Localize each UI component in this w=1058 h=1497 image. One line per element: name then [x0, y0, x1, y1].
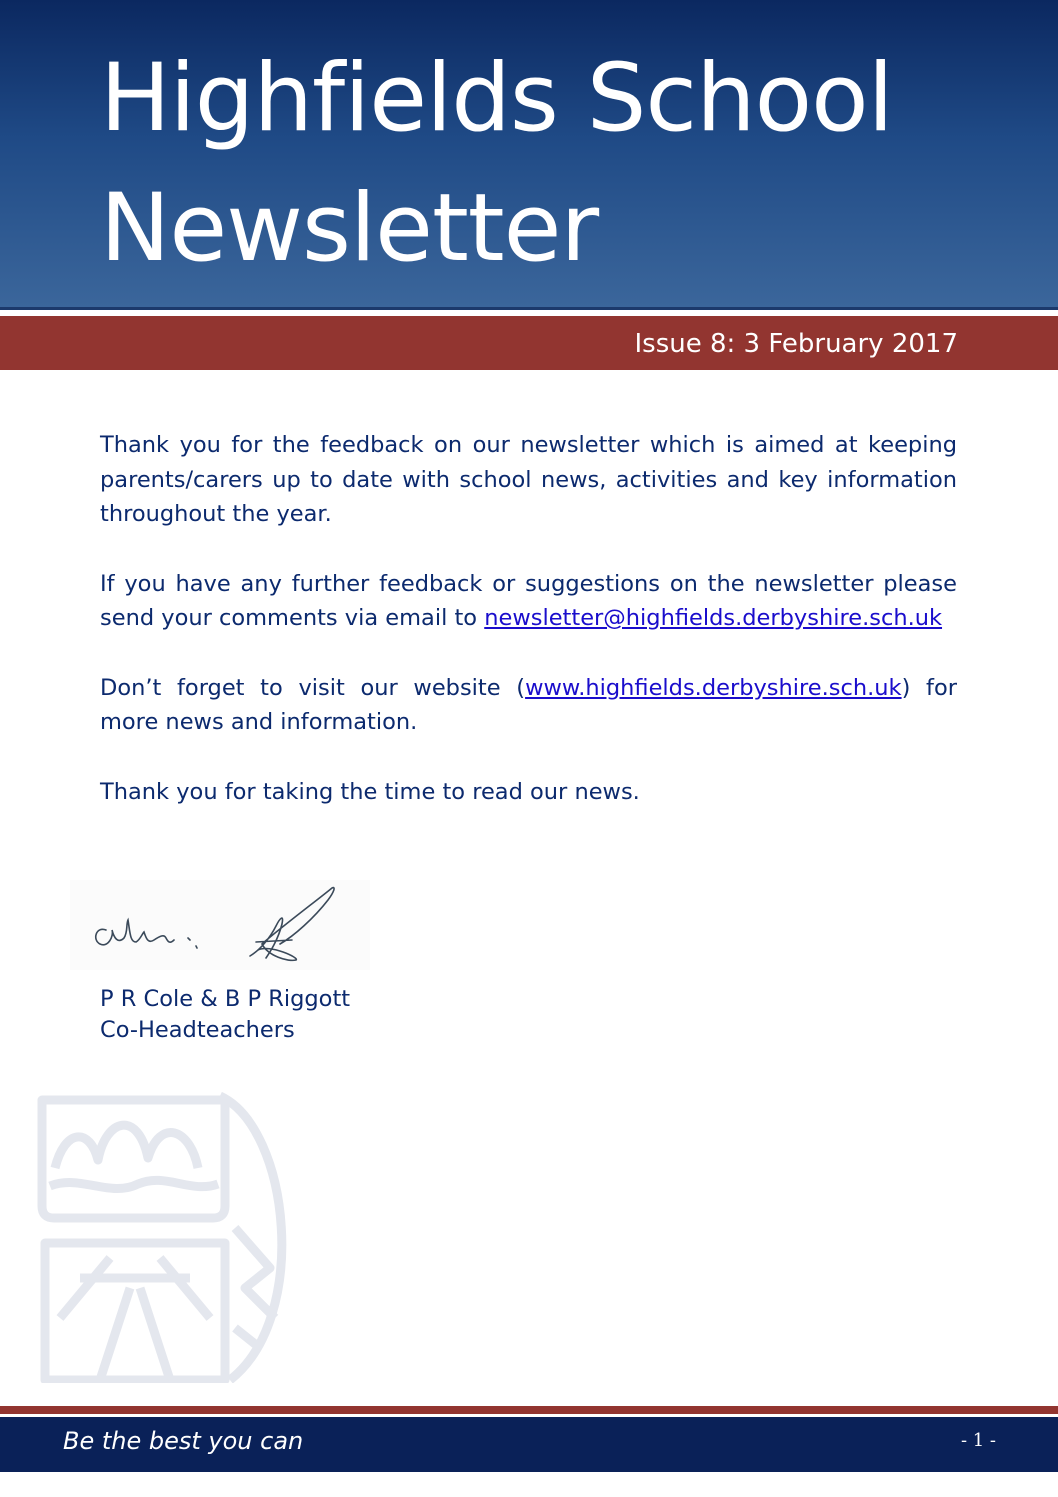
- handwritten-signatures: [70, 880, 370, 970]
- signatories: [100, 984, 350, 1046]
- title-line-2: Newsletter: [100, 174, 599, 283]
- title-line-1: Highfields School: [100, 44, 893, 153]
- signatory-names: P R Cole & B P Riggott: [100, 986, 351, 1012]
- paragraph-closing-thanks: Thank you for taking the time to read our news.: [100, 778, 640, 805]
- email-link[interactable]: newsletter@highfields.derbyshire.sch.uk: [484, 605, 943, 631]
- signature-image: [70, 880, 370, 970]
- paragraph-email-feedback: [100, 567, 957, 636]
- website-text-after: ) for more news and information.: [100, 674, 957, 735]
- footer-divider: [0, 1406, 1058, 1414]
- website-text-before: Don’t forget to visit our website (: [100, 674, 526, 701]
- school-crest-watermark: [20, 1088, 310, 1383]
- paragraph-website: [100, 671, 957, 740]
- school-motto: Be the best you can: [63, 1427, 304, 1455]
- issue-bar: [0, 316, 1058, 370]
- signatory-role: Co-Headteachers: [100, 1017, 295, 1043]
- newsletter-title: [100, 34, 893, 294]
- footer-bar: [0, 1417, 1058, 1472]
- page-number: - 1 -: [960, 1430, 996, 1451]
- email-prompt-text: If you have any further feedback or suggestions on the newsletter please send your comments via email to: [100, 570, 957, 631]
- masthead: [0, 0, 1058, 307]
- newsletter-body: [100, 428, 957, 844]
- issue-date: Issue 8: 3 February 2017: [634, 329, 958, 359]
- website-link[interactable]: www.highfields.derbyshire.sch.uk: [525, 674, 902, 701]
- paragraph-feedback-thanks: Thank you for the feedback on our newsletter which is aimed at keeping parents/carers up to date with school news, activities and key information throughout the year.: [100, 432, 957, 527]
